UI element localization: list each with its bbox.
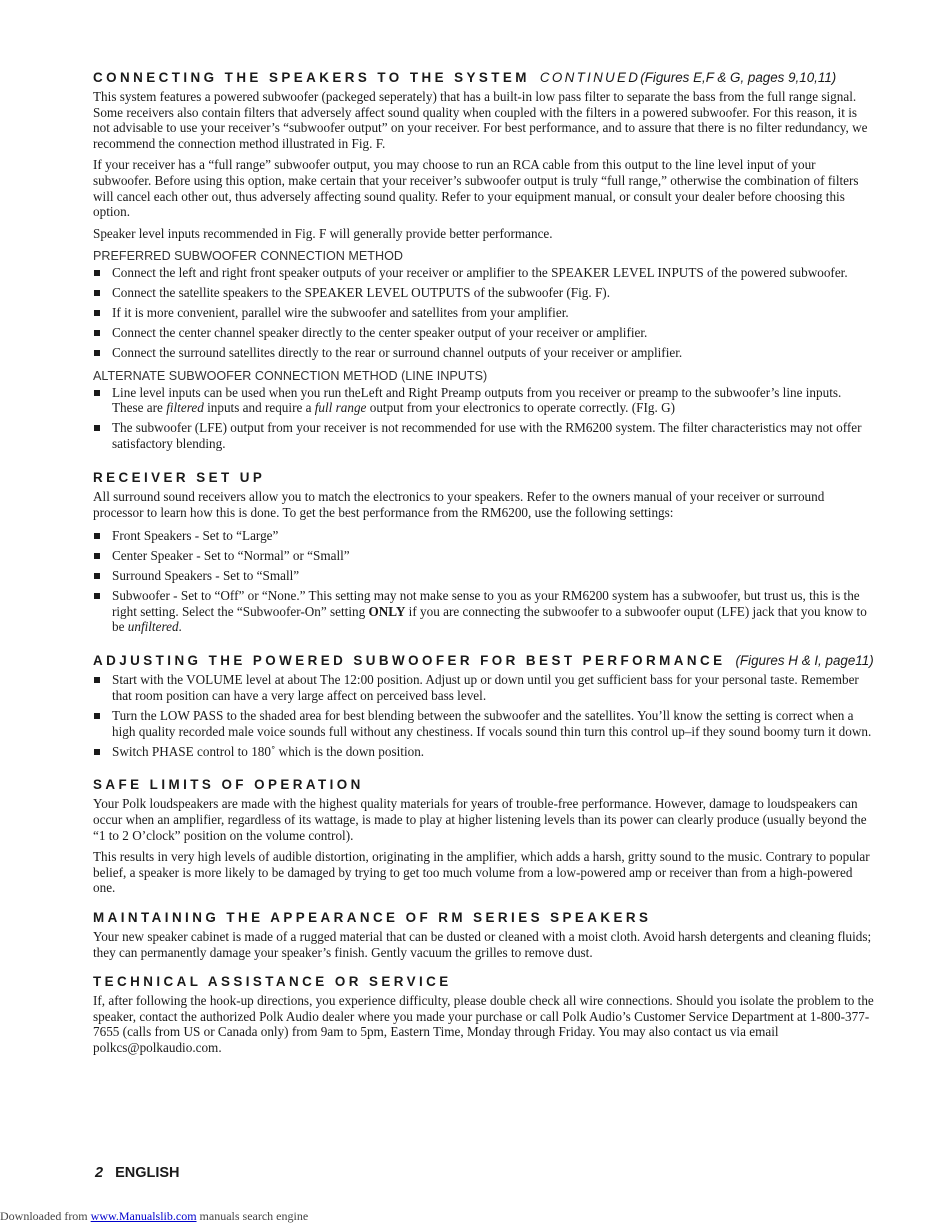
emphasis-unfiltered: unfiltered	[127, 619, 179, 635]
list-item	[93, 305, 875, 321]
section-heading: MAINTAINING THE APPEARANCE OF RM SERIES SPEAKERS	[93, 910, 652, 926]
list-item-text: Connect the satellite speakers to the SPEAKER LEVEL OUTPUTS of the subwoofer (Fig. F).	[112, 285, 610, 301]
list-item-text: Center Speaker - Set to “Normal” or “Small”	[112, 548, 350, 564]
list-item-text: Surround Speakers - Set to “Small”	[112, 568, 300, 584]
paragraph: This system features a powered subwoofer (packeged seperately) that has a built-in low pass filter to separate the bass from the full range signal. Some receivers also contain filters that adversely affect sound quality when coupled with the filters in a powered subwoofer. For this reason, it is not advisable to use your receiver’s “subwoofer output” on your receiver. For best performance, and to assure that there is no filter redundancy, we recommend the connection method illustrated in Fig. F.	[93, 89, 868, 151]
bullet-icon	[94, 310, 100, 316]
section-technical	[93, 974, 875, 1055]
list-item	[93, 325, 875, 341]
download-suffix: manuals search engine	[196, 1209, 309, 1223]
text-run: if you are connecting the subwoofer to a subwoofer ouput (LFE) jack that you know to be	[112, 603, 867, 635]
footer-language: ENGLISH	[115, 1165, 180, 1181]
list-item-text: Turn the LOW PASS to the shaded area for best blending between the subwoofer and the satellites. You’ll know the setting is correct when a high quality recorded male voice sounds full without any chestiness. If vocals sound thin turn this control up–if they sound boomy turn it down.	[112, 707, 872, 739]
bullet-icon	[94, 749, 100, 755]
text-run: Line level inputs can be used when you run theLeft and Right Preamp outputs from you receiver or preamp to the subwoofer’s line inputs. These are	[112, 384, 842, 416]
subheading-preferred: PREFERRED SUBWOOFER CONNECTION METHOD	[93, 249, 403, 264]
page-number: 2	[95, 1165, 104, 1181]
list-item	[93, 588, 875, 635]
heading-row	[93, 974, 875, 989]
paragraph: Your Polk loudspeakers are made with the highest quality materials for years of trouble-free performance. However, damage to loudspeakers can occur when an amplifier, regardless of its wattage, is made to play at higher listening levels than its power can clearly produce (usually beyond the “1 to 2 O’clock” position on the volume control).	[93, 796, 867, 843]
continued-label: CONTINUED	[539, 70, 641, 85]
text-run: .	[178, 619, 182, 635]
list-item-text: Connect the center channel speaker directly to the center speaker output of your receiver or amplifier.	[112, 325, 648, 341]
list-item-text: If it is more convenient, parallel wire the subwoofer and satellites from your amplifier.	[112, 305, 569, 321]
section-safe-limits	[93, 777, 875, 896]
bullet-icon	[94, 677, 100, 683]
bullet-icon	[94, 290, 100, 296]
section-heading: ADJUSTING THE POWERED SUBWOOFER FOR BEST PERFORMANCE	[93, 653, 726, 669]
section-heading: TECHNICAL ASSISTANCE OR SERVICE	[93, 974, 452, 990]
heading-row	[93, 910, 875, 925]
bullet-list	[93, 528, 875, 635]
paragraph: All surround sound receivers allow you to match the electronics to your speakers. Refer to the owners manual of your receiver or surround processor to learn how this is done. To get the best performance from the RM6200, use the following settings:	[93, 489, 825, 520]
list-item	[93, 672, 875, 703]
bullet-icon	[94, 573, 100, 579]
bullet-icon	[94, 350, 100, 356]
heading-row	[93, 653, 875, 668]
paragraph: If your receiver has a “full range” subwoofer output, you may choose to run an RCA cable from this output to the line level input of your subwoofer. Before using this option, make certain that your receiver’s subwoofer output is truly “full range,” otherwise the combination of filters will cancel each other out, thus adversely affecting sound quality. Refer to your equipment manual, or consult your dealer before choosing this option.	[93, 157, 859, 220]
section-adjusting	[93, 653, 875, 759]
list-item	[93, 528, 875, 544]
bullet-icon	[94, 425, 100, 431]
bullet-icon	[94, 553, 100, 559]
text-run: output from your electronics to operate correctly. (FIg. G)	[366, 400, 676, 416]
manualslib-link[interactable]: www.Manualslib.com	[90, 1209, 197, 1223]
list-item	[93, 708, 875, 739]
paragraph: Speaker level inputs recommended in Fig. F will generally provide better performance.	[93, 225, 553, 241]
subheading-alternate: ALTERNATE SUBWOOFER CONNECTION METHOD (LINE INPUTS)	[93, 368, 488, 383]
bullet-icon	[94, 713, 100, 719]
list-item-text: Front Speakers - Set to “Large”	[112, 528, 279, 544]
section-maintaining	[93, 910, 875, 960]
page-footer	[95, 1165, 180, 1181]
bullet-icon	[94, 270, 100, 276]
list-item	[93, 285, 875, 301]
list-item	[93, 345, 875, 361]
figure-reference: (Figures E,F & G, pages 9,10,11)	[640, 70, 837, 85]
list-item	[93, 265, 875, 281]
list-item-text: The subwoofer (LFE) output from your receiver is not recommended for use with the RM6200 system. The filter characteristics may not offer satisfactory blending.	[112, 420, 862, 452]
bullet-icon	[94, 390, 100, 396]
emphasis-filtered: filtered	[166, 400, 204, 416]
manual-page	[93, 70, 875, 1062]
bullet-icon	[94, 593, 100, 599]
emphasis-only: ONLY	[368, 603, 406, 619]
heading-row	[93, 470, 875, 485]
heading-row	[93, 777, 875, 792]
bullet-icon	[94, 330, 100, 336]
list-item	[93, 568, 875, 584]
bullet-icon	[94, 533, 100, 539]
list-item	[93, 548, 875, 564]
list-item	[93, 744, 875, 760]
paragraph: If, after following the hook-up directions, you experience difficulty, please double check all wire connections. Should you isolate the problem to the speaker, contact the authorized Polk Audio dealer where you made your purchase or call Polk Audio’s Customer Service Department at 1-800-377-7655 (calls from US or Canada only) from 9am to 5pm, Eastern Time, Monday through Friday. You may also contact us via email polkcs@polkaudio.com.	[93, 993, 874, 1056]
text-run: inputs and require a	[203, 400, 315, 416]
section-heading: SAFE LIMITS OF OPERATION	[93, 777, 364, 793]
section-connecting	[93, 70, 875, 452]
bullet-list	[93, 672, 875, 759]
section-heading: CONNECTING THE SPEAKERS TO THE SYSTEM	[93, 70, 530, 85]
section-receiver	[93, 470, 875, 635]
paragraph: This results in very high levels of audible distortion, originating in the amplifier, which adds a harsh, gritty sound to the music. Contrary to popular belief, a speaker is more likely to be damaged by trying to get too much volume from a low-powered amp or receiver than from a high-powered one.	[93, 849, 870, 896]
list-item	[93, 420, 875, 451]
heading-note	[540, 70, 836, 85]
list-item	[93, 385, 875, 416]
text-run: Subwoofer - Set to “Off” or “None.” This setting may not make sense to you as your RM6200 system has a subwoofer, but trust us, this is the right setting. Select the “Subwoofer-On” setting	[112, 588, 860, 619]
figure-reference: (Figures H & I, page11)	[735, 653, 874, 669]
list-item-text: Start with the VOLUME level at about The 12:00 position. Adjust up or down until you get sufficient bass for your personal taste. Remember that room position can have a very large affect on perceived bass level.	[112, 672, 859, 703]
emphasis-full-range: full range	[314, 400, 367, 416]
paragraph: Your new speaker cabinet is made of a rugged material that can be dusted or cleaned with a moist cloth. Avoid harsh detergents and cleaning fluids; they can permanently damage your speaker’s finish. Gently vacuum the grilles to remove dust.	[93, 929, 872, 960]
list-item-text: Connect the left and right front speaker outputs of your receiver or amplifier to the SPEAKER LEVEL INPUTS of the powered subwoofer.	[112, 265, 848, 281]
bullet-list	[93, 385, 875, 452]
bullet-list	[93, 265, 875, 361]
list-item-text: Connect the surround satellites directly to the rear or surround channel outputs of your receiver or amplifier.	[112, 345, 683, 361]
download-prefix: Downloaded from	[0, 1209, 91, 1223]
section-heading: RECEIVER SET UP	[93, 470, 266, 486]
download-notice	[0, 1209, 308, 1224]
heading-row	[93, 70, 875, 85]
list-item-text: Switch PHASE control to 180˚ which is the down position.	[112, 743, 425, 759]
